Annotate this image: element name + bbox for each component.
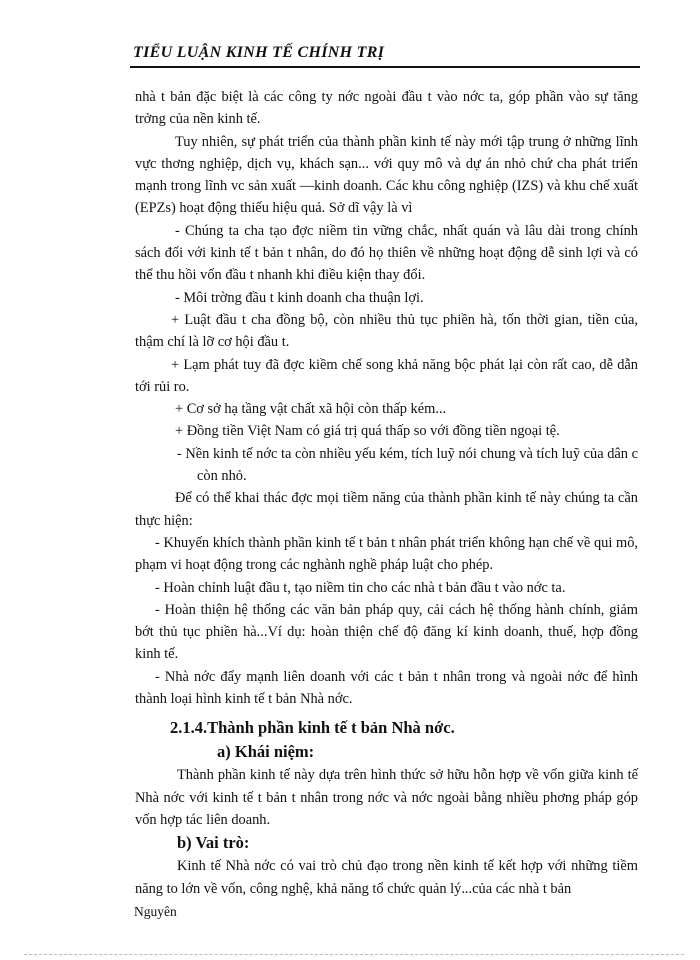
paragraph-5: + Luật đầu t cha đồng bộ, còn nhiều thủ tục phiền hà, tốn thời gian, tiền của, thậm chí là lỡ cơ hội đầu t. <box>135 311 638 351</box>
paragraph-9: - Nền kinh tế nớc ta còn nhiều yếu kém, tích luỹ nói chung và tích luỹ của dân c còn nhỏ. <box>177 445 638 485</box>
paragraph-6: + Lạm phát tuy đã đợc kiềm chế song khả năng bộc phát lại còn rất cao, dễ dẫn tới rủi ro. <box>135 356 638 395</box>
paragraph-3: - Chúng ta cha tạo đợc niềm tin vững chắc, nhất quán và lâu dài trong chính sách đối với kinh tế t bản t nhân, do đó họ thiên về những hoạt động dễ sinh lợi và có thể thu hồi vốn đầu t nhanh khi điều kiện thay đổi. <box>135 222 638 284</box>
paragraph-13: - Hoàn thiện hệ thống các văn bản pháp quy, cải cách hệ thống hành chính, giảm bớt thủ tục phiền hà...Ví dụ: hoàn thiện chế độ đăng kí kinh doanh, thuế, hợp đồng kinh tế. <box>135 601 638 663</box>
footer-author: Nguyên <box>134 904 177 919</box>
subheading-role: b) Vai trò: <box>177 833 250 853</box>
paragraph-8: + Đồng tiền Việt Nam có giá trị quá thấp so với đồng tiền ngoại tệ. <box>175 423 560 440</box>
paragraph-7: + Cơ sở hạ tầng vật chất xã hội còn thấp kém... <box>175 401 447 418</box>
document-header-title: TIỂU LUẬN KINH TẾ CHÍNH TRỊ <box>133 44 385 61</box>
section-heading-2-1-4: 2.1.4.Thành phần kinh tế t bản Nhà nớc. <box>170 718 455 738</box>
paragraph-11: - Khuyến khích thành phần kinh tế t bản t nhân phát triển không hạn chế về qui mô, phạm vi hoạt động trong các nghành nghề pháp luật cho phép. <box>135 534 638 574</box>
paragraph-2: Tuy nhiên, sự phát triển của thành phần kinh tế này mới tập trung ở những lĩnh vực thơng nghiệp, dịch vụ, khách sạn... với quy mô và dự án nhỏ chứ cha phát triển mạnh trong lĩnh vc sản xuất —kinh doanh. Các khu công nghiệp (IZS) và khu chế xuất (EPZs) hoạt động thiếu hiệu quả. Sở dĩ vậy là vì <box>135 133 638 217</box>
paragraph-16: Kinh tế Nhà nớc có vai trò chủ đạo trong nền kinh tế kết hợp với những tiềm năng to lớn về vốn, công nghệ, khả năng tổ chức quản lý...của các nhà t bản <box>135 858 638 897</box>
paragraph-10: Để có thể khai thác đợc mọi tiềm năng của thành phần kinh tế này chúng ta cần thực hiện: <box>135 490 638 529</box>
paragraph-14: - Nhà nớc đẩy mạnh liên doanh với các t bản t nhân trong và ngoài nớc để hình thành loại hình kinh tế t bản Nhà nớc. <box>135 668 638 708</box>
paragraph-4: - Môi trờng đầu t kinh doanh cha thuận lợi. <box>175 289 424 306</box>
paragraph-15: Thành phần kinh tế này dựa trên hình thức sở hữu hỗn hợp về vốn giữa kinh tế Nhà nớc với kinh tế t bản t nhân trong nớc và nớc ngoài bằng nhiều phơng pháp góp vốn hợp tác liên doanh. <box>135 767 638 828</box>
page-break-rule <box>24 954 684 955</box>
paragraph-1: nhà t bản đặc biệt là các công ty nớc ngoài đầu t vào nớc ta, góp phần vào sự tăng trởng của nền kinh tế. <box>135 89 638 128</box>
paragraph-12: - Hoàn chỉnh luật đầu t, tạo niềm tin cho các nhà t bản đầu t vào nớc ta. <box>155 579 566 596</box>
document-body <box>135 86 638 900</box>
subheading-concept: a) Khái niệm: <box>217 742 315 762</box>
header-divider <box>130 66 640 68</box>
